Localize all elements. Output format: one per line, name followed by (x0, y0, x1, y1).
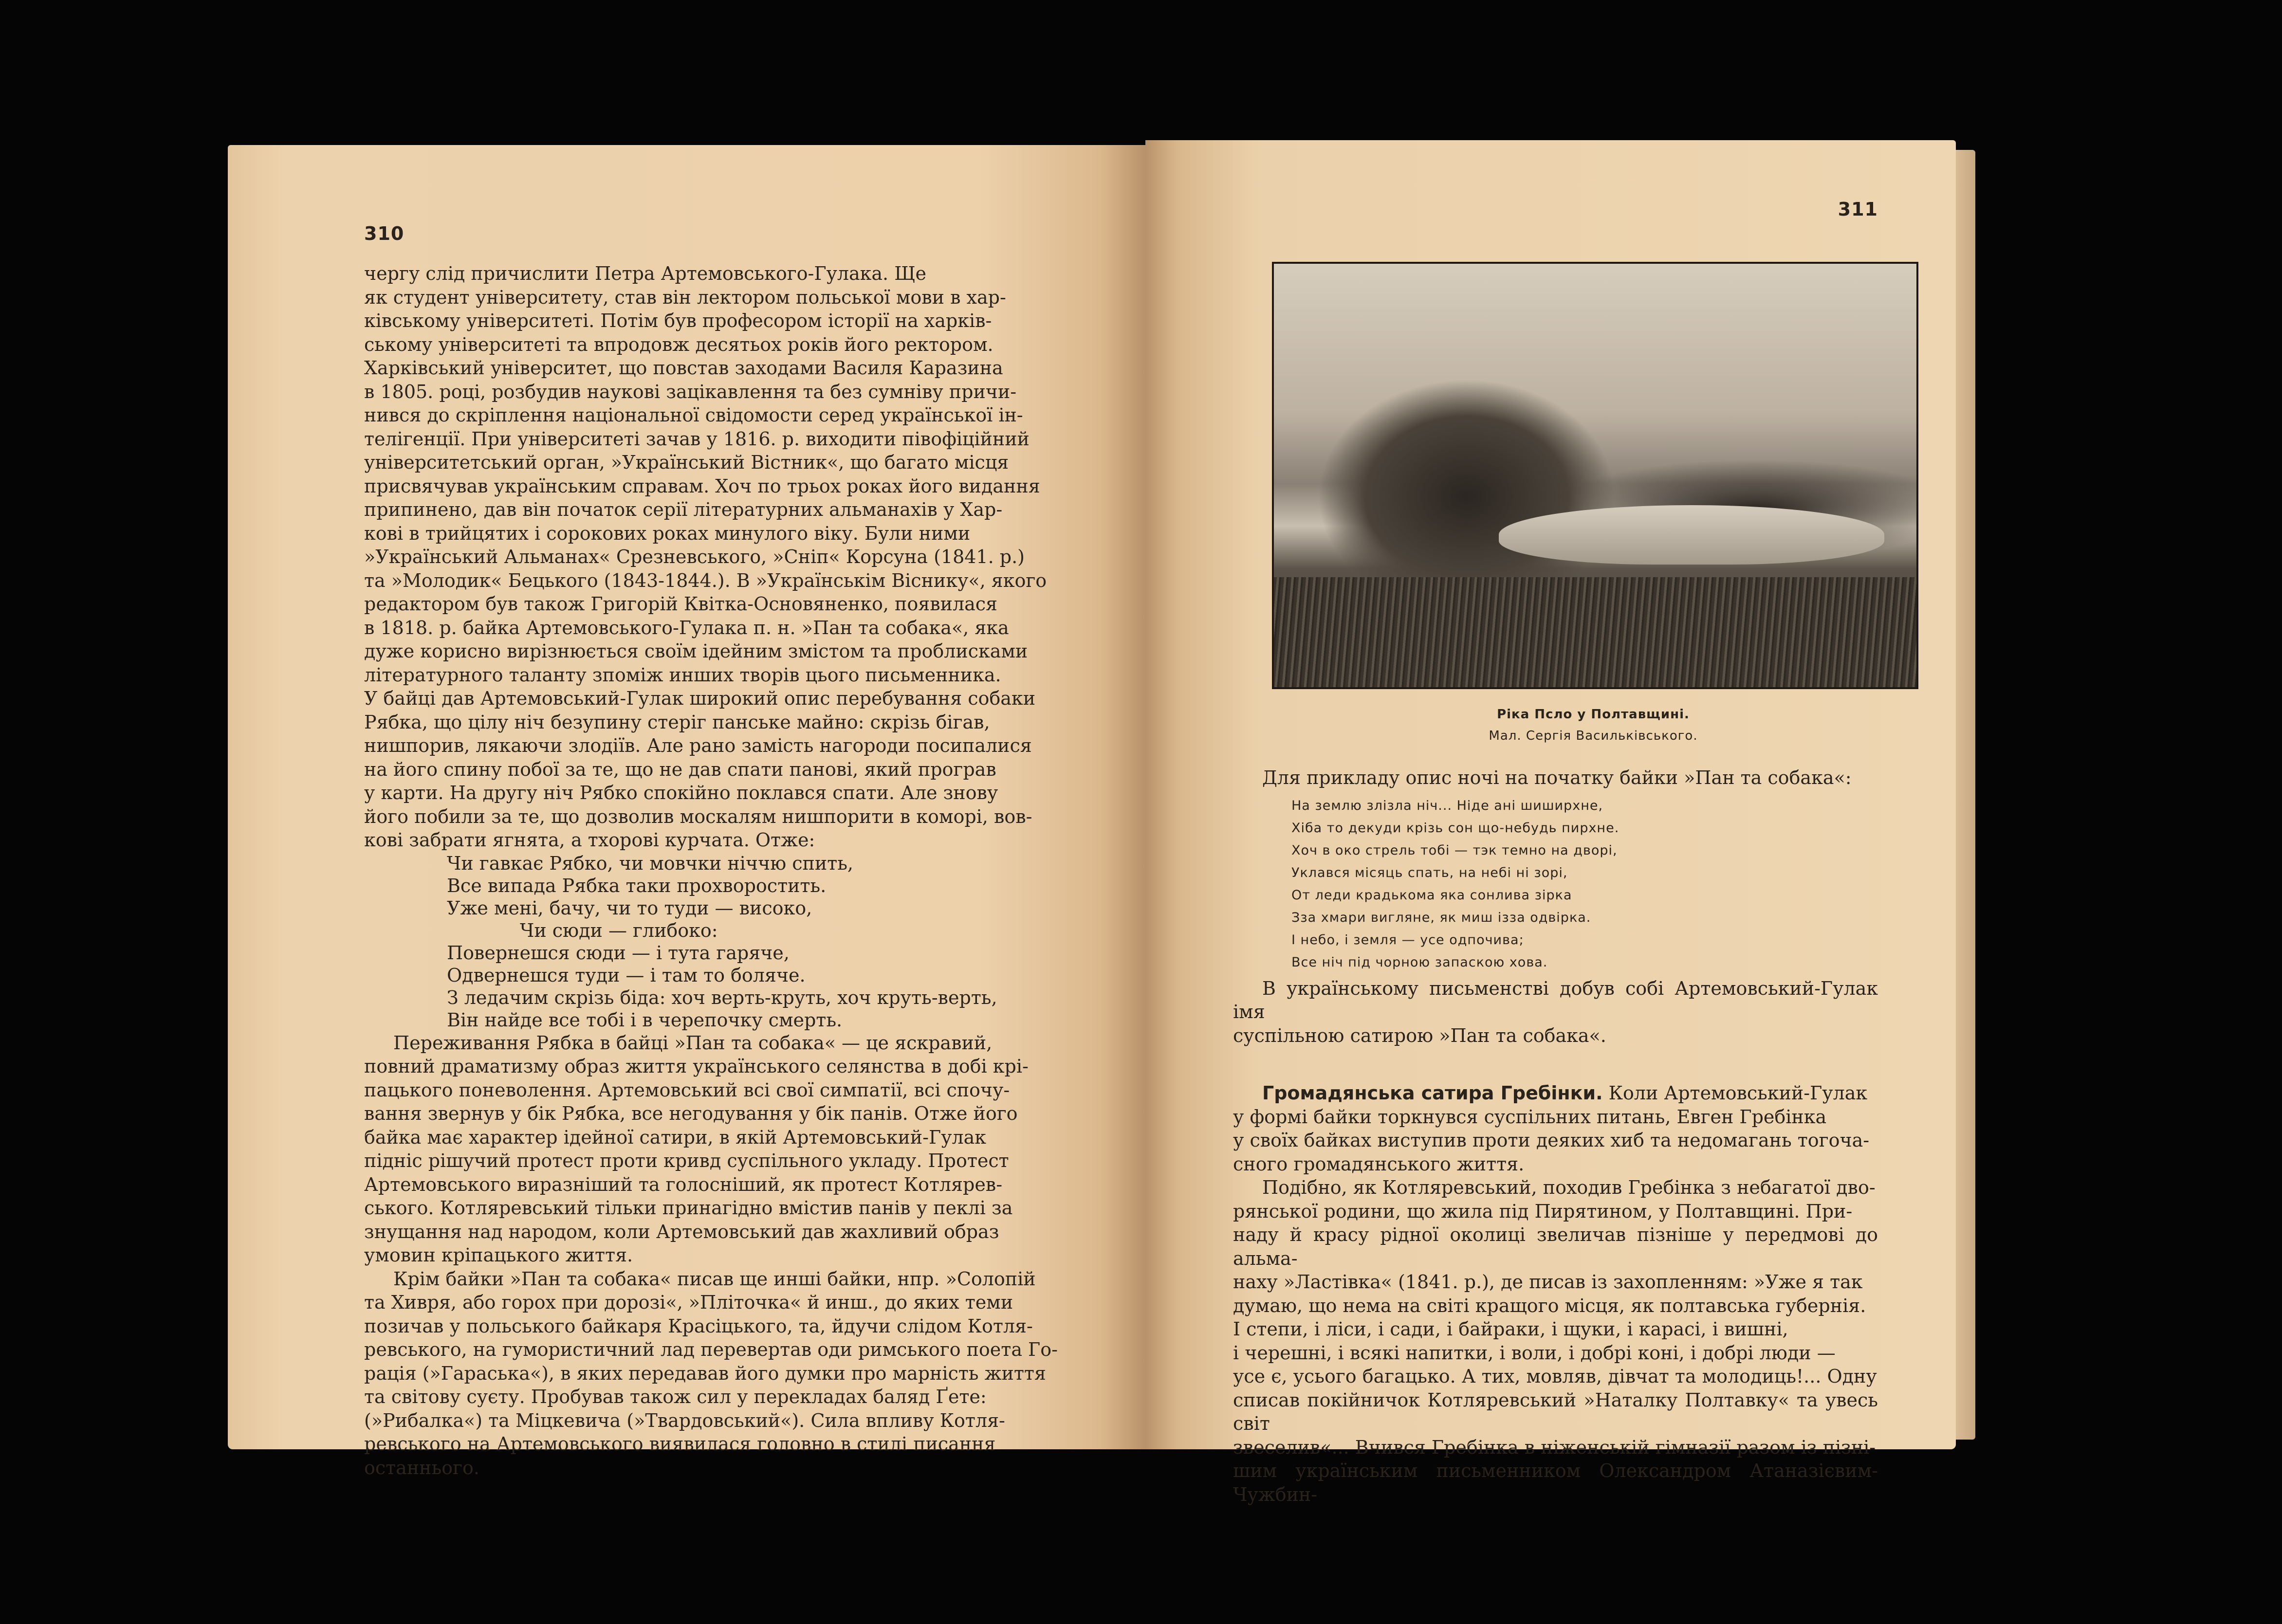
paragraph-line: присвячував українським справам. Хоч по трьох роках його видання (364, 475, 1040, 497)
right-poem (1291, 795, 1878, 974)
paragraph-line: У байці дав Артемовський-Гулак широкий опис перебування собаки (364, 688, 1036, 709)
illustration-caption (1272, 704, 1914, 747)
page-number-left: 310 (364, 223, 405, 244)
paragraph-line: та »Молодик« Бецького (1843-1844.). В »Українськім Віснику«, якого (364, 569, 1047, 591)
poem-line: Чи гавкає Рябко, чи мовчки ніччю спить, (447, 852, 853, 874)
paragraph-line: суспільною сатирою »Пан та собака«. (1233, 1024, 1606, 1046)
paragraph-line: в 1818. р. байка Артемовського-Гулака п. н. »Пан та собака«, яка (364, 617, 1009, 639)
paragraph-line: Артемовського виразніший та голосніший, як протест Котлярев- (364, 1173, 1003, 1195)
poem-line: На землю злізла ніч... Ніде ані шиширхне, (1291, 798, 1603, 813)
paragraph-line: »Український Альманах« Срезневського, »Сніп« Корсуна (1841. р.) (364, 546, 1025, 567)
paragraph-line: останнього. (364, 1457, 479, 1478)
river-water (1499, 505, 1884, 565)
poem-line: І небо, і земля — усе одпочива; (1291, 932, 1524, 948)
paragraph-line: (»Рибалка«) та Міцкевича (»Твардовський«). Сила впливу Котля- (364, 1409, 1005, 1431)
right-page-text (1233, 766, 1878, 1506)
paragraph-line: в 1805. році, розбудив наукові зацікавлення та без сумніву причи- (364, 381, 1017, 402)
paragraph-line: байка має характер ідейної сатири, в якій Артемовський-Гулак (364, 1126, 987, 1148)
paragraph-line: ківському університеті. Потім був професором історії на харків- (364, 310, 992, 331)
paragraph-line: Харківський університет, що повстав заходами Василя Каразина (364, 357, 1003, 379)
paragraph-line: В українському письменстві добув собі Артемовський-Гулак імя (1233, 977, 1878, 1022)
poem-intro: Для прикладу опис ночі на початку байки »Пан та собака«: (1262, 767, 1852, 788)
paragraph-line: ського. Котляревський тільки принагідно вмістив панів у пеклі за (364, 1197, 1013, 1219)
left-poem (447, 852, 1067, 1031)
paragraph-line: шим українським письменником Олександром Атаназієвим-Чужбин- (1233, 1460, 1878, 1505)
paragraph-line: кові забрати ягнята, а тхорові курчата. Отже: (364, 829, 815, 851)
paragraph-line: дуже корисно вирізнюється своїм ідейним змістом та проблисками (364, 640, 1028, 662)
paragraph-line: списав покійничок Котляревський »Наталку Полтавку« та увесь світ (1233, 1389, 1878, 1434)
paragraph-line: у карти. На другу ніч Рябко спокійно поклався спати. Але знову (364, 782, 998, 803)
paragraph-line: на його спину побої за те, що не дав спати панові, який програв (364, 758, 996, 780)
poem-line: Хоч в око стрель тобі — тэк темно на дворі, (1291, 842, 1618, 858)
paragraph-line: рація (»Гараська«), в яких передавав його думки про марність життя (364, 1362, 1046, 1384)
poem-line: Зза хмари вигляне, як миш ізза одвірка. (1291, 910, 1591, 925)
right-page (1145, 140, 1956, 1505)
paragraph-line: університетський орган, »Український Вістник«, що багато місця (364, 452, 1009, 473)
paragraph-line: усе є, усього багацько. А тих, мовляв, дівчат та молодиць!... Одну (1233, 1366, 1877, 1387)
poem-line: Одвернешся туди — і там то боляче. (447, 964, 806, 986)
poem-line: Все випада Рябка таки прохворостить. (447, 875, 827, 896)
paragraph-line: кові в трийцятих і сорокових роках минулого віку. Були ними (364, 522, 971, 544)
paragraph-line: у формі байки торкнувся суспільних питань, Евген Гребінка (1233, 1106, 1827, 1128)
paragraph-line: звеселив«... Вчився Гребінка в ніженській гімназії разом із пізні- (1233, 1436, 1876, 1458)
paragraph-line: літературного таланту зпоміж инших творів цього письменника. (364, 664, 1001, 686)
section-paragraph-1 (1233, 1081, 1878, 1105)
paragraph-line: позичав у польського байкаря Красіцького, та, йдучи слідом Котля- (364, 1315, 1033, 1337)
paragraph-line: нишпорив, лякаючи злодіїв. Але рано замість нагороди посипалися (364, 735, 1032, 756)
paragraph-line: ревського на Артемовського виявилася головно в стилі писання (364, 1433, 996, 1455)
paragraph-line: Переживання Рябка в байці »Пан та собака« — це яскравий, (393, 1032, 993, 1054)
paragraph-line: ревського, на гумористичний лад перевертав оди римського поета Го- (364, 1339, 1058, 1360)
open-book (228, 140, 2282, 1505)
poem-line: Все ніч під чорною запаскою хова. (1291, 954, 1548, 970)
grass-foreground (1274, 577, 1916, 687)
paragraph-line: та Хивря, або горох при дорозі«, »Пліточка« й инш., до яких теми (364, 1292, 1013, 1313)
paragraph-line: його побили за те, що дозволив москалям нишпорити в коморі, вов- (364, 805, 1032, 827)
poem-line: Уклався місяць спать, на небі ні зорі, (1291, 865, 1568, 880)
poem-line: Він найде все тобі і в черепочку смерть. (447, 1009, 843, 1031)
paragraph-line: Коли Артемовський-Гулак (1602, 1082, 1868, 1104)
paragraph-line: телігенції. При університеті зачав у 1816. р. виходити півофіційний (364, 428, 1030, 450)
paragraph-line: Рябка, що цілу ніч безупину стеріг панське майно: скрізь бігав, (364, 711, 990, 733)
paragraph-line: вання звернув у бік Рябка, все негодування у бік панів. Отже його (364, 1103, 1018, 1124)
paragraph-line: припинено, дав він початок серії літературних альманахів у Хар- (364, 499, 1003, 520)
paragraph-line: ському університеті та впродовж десятьох років його ректором. (364, 333, 994, 355)
paragraph-line: наху »Ластівка« (1841. р.), де писав із захопленням: »Уже я так (1233, 1271, 1863, 1293)
paragraph-line: умовин кріпацького життя. (364, 1244, 633, 1266)
poem-line: Чи сюди — глибоко: (520, 919, 718, 941)
paragraph-line: та світову суєту. Пробував також сил у перекладах баляд Ґете: (364, 1386, 987, 1407)
paragraph-line: у своїх байках виступив проти деяких хиб та недомагань тогоча- (1233, 1130, 1870, 1151)
paragraph-line: повний драматизму образ життя українського селянства в добі крі- (364, 1056, 1029, 1077)
poem-line: Повернешся сюди — і тута гаряче, (447, 942, 790, 964)
caption-author: Мал. Сергія Васильківського. (1489, 729, 1698, 743)
paragraph-line: Крім байки »Пан та собака« писав ще инші байки, нпр. »Солопій (393, 1268, 1036, 1290)
poem-line: Хіба то декуди крізь сон що-небудь пирхне. (1291, 820, 1619, 836)
paragraph-line: і черешні, і всякі напитки, і воли, і добрі коні, і добрі люди — (1233, 1342, 1836, 1364)
paragraph-line: І степи, і ліси, і сади, і байраки, і щуки, і карасі, і вишні, (1233, 1318, 1788, 1340)
poem-line: Уже мені, бачу, чи то туди — високо, (447, 897, 812, 919)
paragraph-line: знущання над народом, коли Артемовський дав жахливий образ (364, 1221, 999, 1242)
paragraph-line: рянської родини, що жила під Пирятином, у Полтавщині. При- (1233, 1200, 1853, 1222)
poem-line: От леди крадькома яка сонлива зірка (1291, 887, 1572, 903)
paragraph-line: як студент університету, став він лектором польської мови в хар- (364, 286, 1006, 308)
landscape-illustration (1272, 262, 1918, 689)
poem-line: З ледачим скрізь біда: хоч верть-круть, хоч круть-верть, (447, 986, 997, 1008)
paragraph-line: нився до скріплення національної свідомости серед української ін- (364, 404, 1023, 426)
paragraph-line: редактором був також Григорій Квітка-Основяненко, появилася (364, 593, 997, 615)
paragraph-line: підніс рішучий протест проти кривд суспільного укладу. Протест (364, 1150, 1009, 1171)
caption-title: Ріка Псло у Полтавщині. (1497, 707, 1690, 722)
left-page-text (364, 262, 1067, 1479)
page-number-right: 311 (1838, 199, 1878, 220)
section-heading: Громадянська сатира Гребінки. (1262, 1082, 1603, 1104)
left-page (228, 145, 1145, 1478)
paragraph-line: Подібно, як Котляревський, походив Гребінка з небагатої дво- (1262, 1177, 1876, 1198)
paragraph-line: пацького поневолення. Артемовський всі свої симпатії, всі спочу- (364, 1079, 1010, 1101)
paragraph-line: чергу слід причислити Петра Артемовського-Гулака. Ще (364, 263, 927, 284)
paragraph-line: думаю, що нема на світі кращого місця, як полтавська губернія. (1233, 1295, 1866, 1316)
paragraph-line: наду й красу рідної околиці звеличав пізніше у передмові до альма- (1233, 1224, 1878, 1269)
paragraph-line: сного громадянського життя. (1233, 1153, 1525, 1175)
